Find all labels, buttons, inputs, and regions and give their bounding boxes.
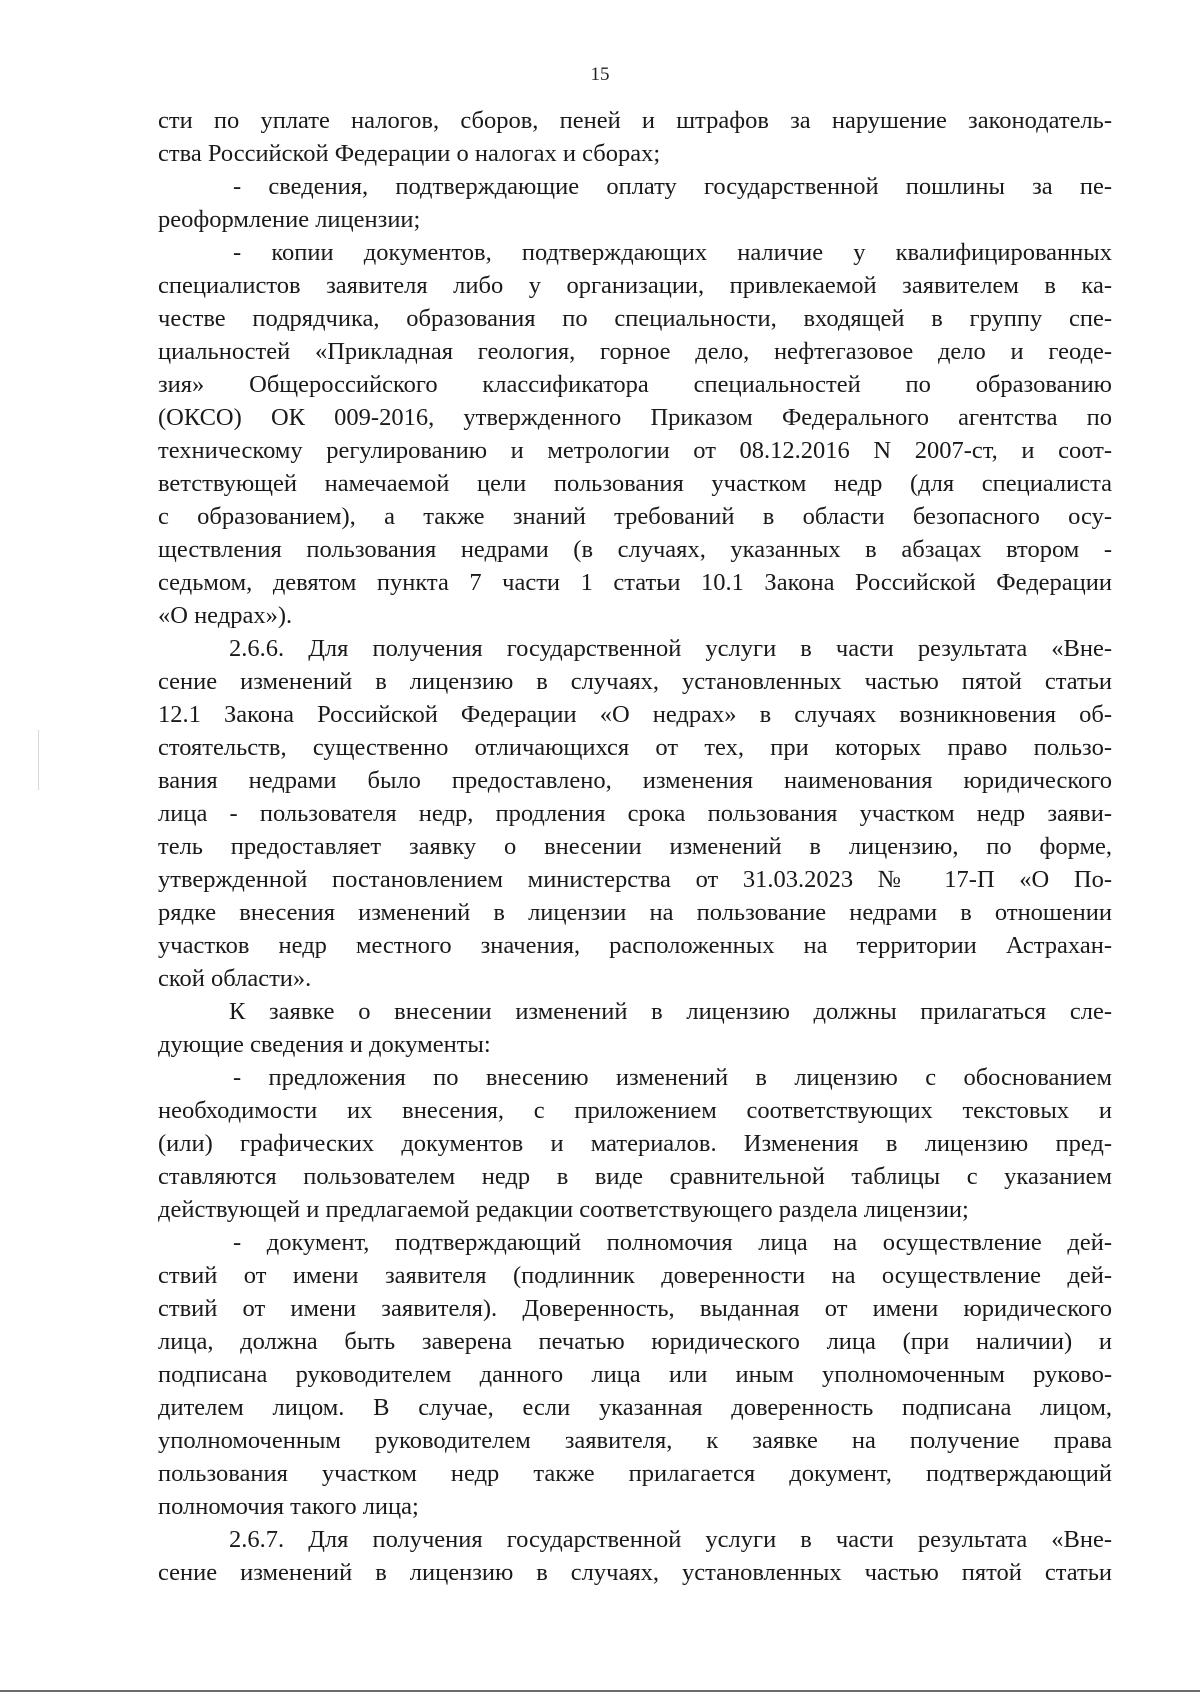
list-item-line: - предложения по внесению изменений в лицензию с обоснованием: [233, 1064, 1112, 1091]
text-line: необходимости их внесения, с приложением соответствующих текстовых и: [158, 1097, 1112, 1124]
text-line: реоформление лицензии;: [158, 206, 421, 233]
text-line: тель предоставляет заявку о внесении изменений в лицензию, по форме,: [158, 833, 1112, 860]
text-line: с образованием), а также знаний требований в области безопасного осу-: [158, 503, 1112, 530]
text-line: пользования участком недр также прилагается документ, подтверждающий: [158, 1460, 1112, 1487]
text-line: подписана руководителем данного лица или иным уполномоченным руково-: [158, 1361, 1112, 1388]
page-number: 15: [590, 64, 610, 85]
text-line: «О недрах»).: [158, 602, 293, 629]
text-line: (ОКСО) ОК 009-2016, утвержденного Приказом Федерального агентства по: [158, 404, 1112, 431]
text-line: ства Российской Федерации о налогах и сборах;: [158, 140, 661, 167]
document-body: [158, 104, 1112, 1589]
paragraph-start-line: К заявке о внесении изменений в лицензию должны прилагаться сле-: [229, 998, 1112, 1025]
list-item-line: - документ, подтверждающий полномочия лица на осуществление дей-: [233, 1229, 1112, 1256]
text-line: (или) графических документов и материалов. Изменения в лицензию пред-: [158, 1130, 1112, 1157]
text-line: зия» Общероссийского классификатора специальностей по образованию: [158, 371, 1112, 398]
text-line: ветствующей намечаемой цели пользования участком недр (для специалиста: [158, 470, 1112, 497]
text-line: ществления пользования недрами (в случаях, указанных в абзацах втором -: [158, 536, 1112, 563]
text-line: полномочия такого лица;: [158, 1493, 419, 1520]
section-heading-line: 2.6.6. Для получения государственной услуги в части результата «Вне-: [229, 635, 1112, 662]
text-line: лица, должна быть заверена печатью юридического лица (при наличии) и: [158, 1328, 1112, 1355]
page-bottom-edge: [0, 1690, 1200, 1692]
text-line: циальностей «Прикладная геология, горное дело, нефтегазовое дело и геоде-: [158, 338, 1112, 365]
text-line: дующие сведения и документы:: [158, 1031, 491, 1058]
text-line: участков недр местного значения, расположенных на территории Астрахан-: [158, 932, 1112, 959]
text-line: ской области».: [158, 965, 312, 992]
text-line: 12.1 Закона Российской Федерации «О недрах» в случаях возникновения об-: [158, 701, 1112, 728]
text-line: честве подрядчика, образования по специальности, входящей в группу спе-: [158, 305, 1112, 332]
scan-artifact: [38, 730, 39, 790]
text-line: сти по уплате налогов, сборов, пеней и штрафов за нарушение законодатель-: [158, 107, 1112, 134]
list-item-line: - сведения, подтверждающие оплату государственной пошлины за пе-: [233, 173, 1112, 200]
text-line: дителем лицом. В случае, если указанная доверенность подписана лицом,: [158, 1394, 1112, 1421]
text-line: рядке внесения изменений в лицензии на пользование недрами в отношении: [158, 899, 1112, 926]
list-item-line: - копии документов, подтверждающих наличие у квалифицированных: [233, 239, 1112, 266]
text-line: стоятельств, существенно отличающихся от тех, при которых право пользо-: [158, 734, 1112, 761]
text-line: уполномоченным руководителем заявителя, к заявке на получение права: [158, 1427, 1112, 1454]
text-line: ствий от имени заявителя). Доверенность, выданная от имени юридического: [158, 1295, 1112, 1322]
text-line: ставляются пользователем недр в виде сравнительной таблицы с указанием: [158, 1163, 1112, 1190]
text-line: сение изменений в лицензию в случаях, установленных частью пятой статьи: [158, 668, 1112, 695]
text-line: действующей и предлагаемой редакции соответствующего раздела лицензии;: [158, 1196, 969, 1223]
text-line: утвержденной постановлением министерства от 31.03.2023 № 17-П «О По-: [158, 866, 1112, 893]
text-line: лица - пользователя недр, продления срока пользования участком недр заяви-: [158, 800, 1112, 827]
text-line: седьмом, девятом пункта 7 части 1 статьи 10.1 Закона Российской Федерации: [158, 569, 1112, 596]
text-line: специалистов заявителя либо у организации, привлекаемой заявителем в ка-: [158, 272, 1112, 299]
text-line: сение изменений в лицензию в случаях, установленных частью пятой статьи: [158, 1559, 1112, 1586]
text-line: ствий от имени заявителя (подлинник доверенности на осуществление дей-: [158, 1262, 1112, 1289]
section-heading-line: 2.6.7. Для получения государственной услуги в части результата «Вне-: [229, 1526, 1112, 1553]
text-line: вания недрами было предоставлено, изменения наименования юридического: [158, 767, 1112, 794]
text-line: техническому регулированию и метрологии от 08.12.2016 N 2007-ст, и соот-: [158, 437, 1112, 464]
